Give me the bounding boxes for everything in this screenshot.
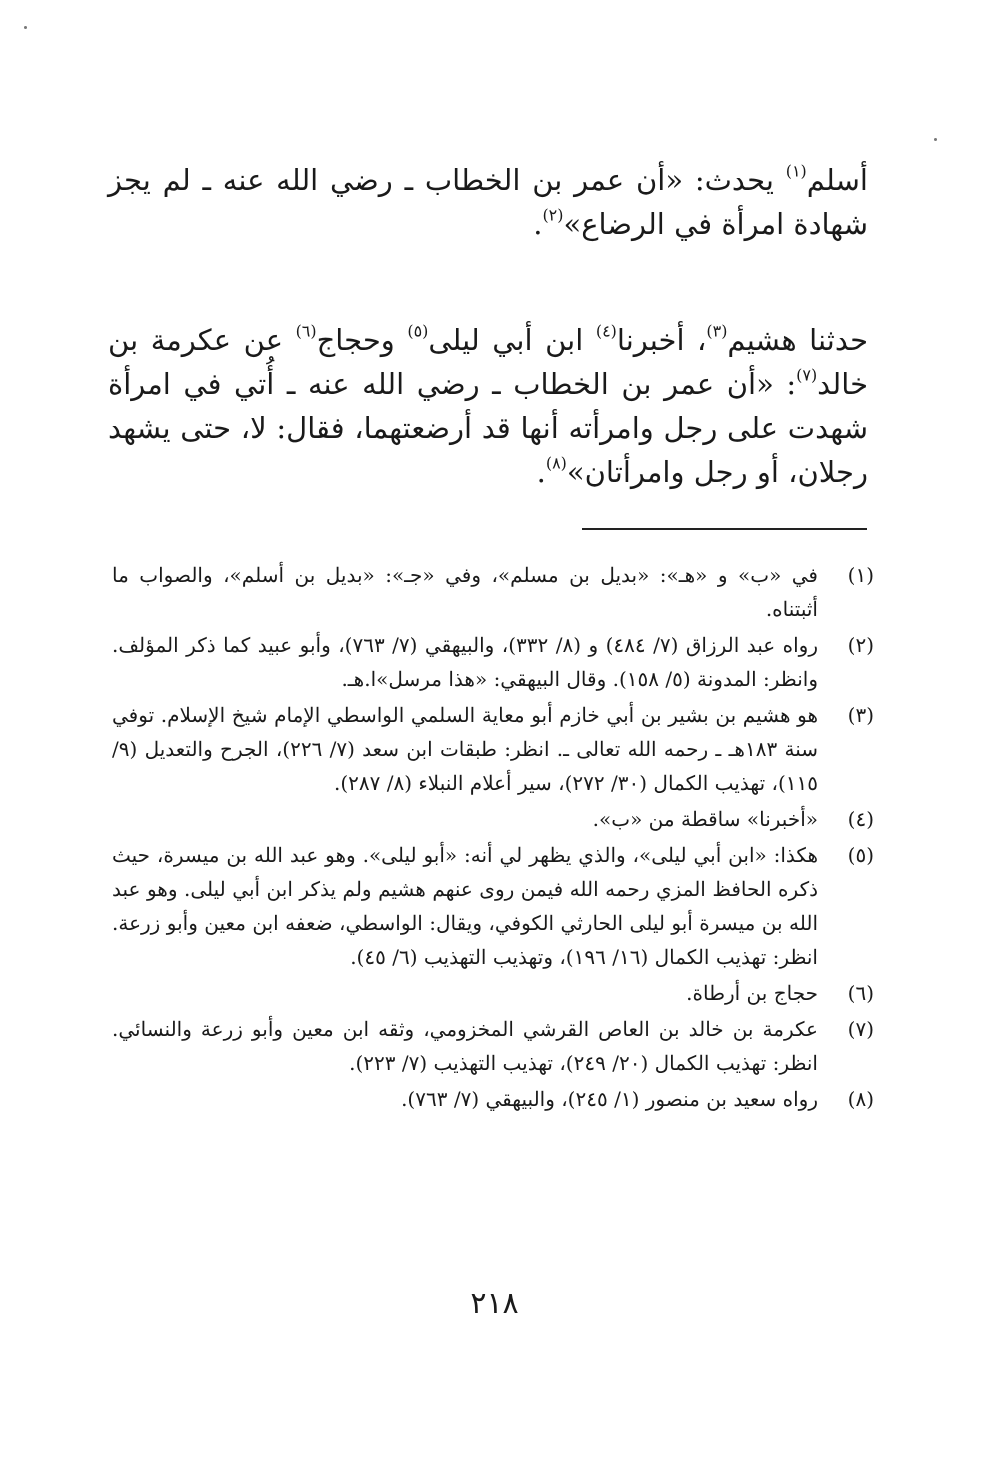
footnote-number: (٦): [847, 981, 874, 1005]
footnote-number: (٣): [847, 703, 874, 727]
footnote-number: (٤): [847, 807, 874, 831]
footnote-ref: (٨): [545, 453, 567, 473]
speck-mark: [24, 26, 27, 29]
footnote-number: (٨): [847, 1087, 874, 1111]
footnote-item: [112, 628, 874, 696]
footnote-ref: (٤): [595, 321, 617, 341]
footnote-text: هكذا: «ابن أبي ليلى»، والذي يظهر لي أنه: «أبو ليلى». وهو عبد الله بن ميسرة، حيث ذكره الحافظ المزي رحمه الله فيمن روى عنهم هشيم ولم يذكر ابن أبي ليلى. وهو عبد الله بن ميسرة أبو ليلى الحارثي الكوفي، ويقال: الواسطي، ضعفه ابن معين وأبو زرعة. انظر: تهذيب الكمال (١٦/ ١٩٦)، وتهذيب التهذيب (٦/ ٤٥).: [112, 843, 819, 969]
footnote-text: «أخبرنا» ساقطة من «ب».: [592, 807, 818, 831]
footnote-ref: (٧): [796, 365, 818, 385]
footnote-text: هو هشيم بن بشير بن أبي خازم أبو معاية السلمي الواسطي الإمام شيخ الإسلام. توفي سنة ١٨٣هـ ـ رحمه الله تعالى ـ. انظر: طبقات ابن سعد (٧/ ٢٢٦)، الجرح والتعديل (٩/ ١١٥)، تهذيب الكمال (٣٠/ ٢٧٢)، سير أعلام النبلاء (٨/ ٢٨٧).: [112, 703, 819, 795]
footnote-number: (٥): [847, 843, 874, 867]
footnote-item: [112, 558, 874, 626]
footnote-text: عكرمة بن خالد بن العاص القرشي المخزومي، وثقه ابن معين وأبو زرعة والنسائي. انظر: تهذيب الكمال (٢٠/ ٢٤٩)، تهذيب التهذيب (٧/ ٢٢٣).: [112, 1017, 818, 1075]
footnote-ref: (٣): [706, 321, 728, 341]
footnote-number: (٢): [847, 633, 874, 657]
footnote-item: [112, 698, 874, 800]
footnote-item: [112, 838, 874, 974]
footnotes-list: [112, 558, 874, 1118]
footnote-number: (٧): [847, 1017, 874, 1041]
text-run: حدثنا هشيم: [727, 323, 868, 357]
footnote-ref: (٦): [295, 321, 317, 341]
text-run: أسلم: [806, 163, 868, 197]
footnote-item: [112, 1082, 874, 1116]
footnote-ref: (٥): [407, 321, 429, 341]
text-run: عن عكرمة بن خالد: [108, 323, 868, 401]
footnote-ref: (١): [785, 161, 807, 181]
footnote-number: (١): [847, 563, 874, 587]
footnote-item: [112, 976, 874, 1010]
footnote-text: في «ب» و «هـ»: «بديل بن مسلم»، وفي «جـ»: «بديل بن أسلم»، والصواب ما أثبتناه.: [112, 563, 818, 621]
text-run: ابن أبي ليلى: [428, 323, 596, 357]
text-run: وحجاج: [316, 323, 408, 357]
text-run: .: [533, 207, 543, 241]
footnote-text: حجاج بن أرطاة.: [686, 981, 818, 1005]
page-number: ٢١٨: [470, 1286, 519, 1321]
main-paragraph-2: [108, 318, 868, 494]
main-paragraph-1: [108, 158, 868, 246]
footnote-item: [112, 1012, 874, 1080]
text-run: .: [536, 455, 546, 489]
text-run: ، أخبرنا: [616, 323, 707, 357]
text-run: : «أن عمر بن الخطاب ـ رضي الله عنه ـ أُتي في امرأة شهدت على رجل وامرأته أنها قد أرضعتهما، فقال: لا، حتى يشهد رجلان، أو رجل وامرأتان»: [108, 367, 868, 489]
footnote-text: رواه سعيد بن منصور (١/ ٢٤٥)، والبيهقي (٧/ ٧٦٣).: [401, 1087, 818, 1111]
footnote-item: [112, 802, 874, 836]
footnote-ref: (٢): [542, 205, 564, 225]
speck-mark: [934, 138, 937, 141]
footnote-separator-rule: [582, 528, 867, 530]
text-run: يحدث: «أن عمر بن الخطاب ـ رضي الله عنه ـ لم يجز شهادة امرأة في الرضاع»: [108, 163, 868, 241]
footnote-text: رواه عبد الرزاق (٧/ ٤٨٤) و (٨/ ٣٣٢)، والبيهقي (٧/ ٧٦٣)، وأبو عبيد كما ذكر المؤلف. وانظر: المدونة (٥/ ١٥٨). وقال البيهقي: «هذا مرسل»ا.هـ.: [112, 633, 818, 691]
